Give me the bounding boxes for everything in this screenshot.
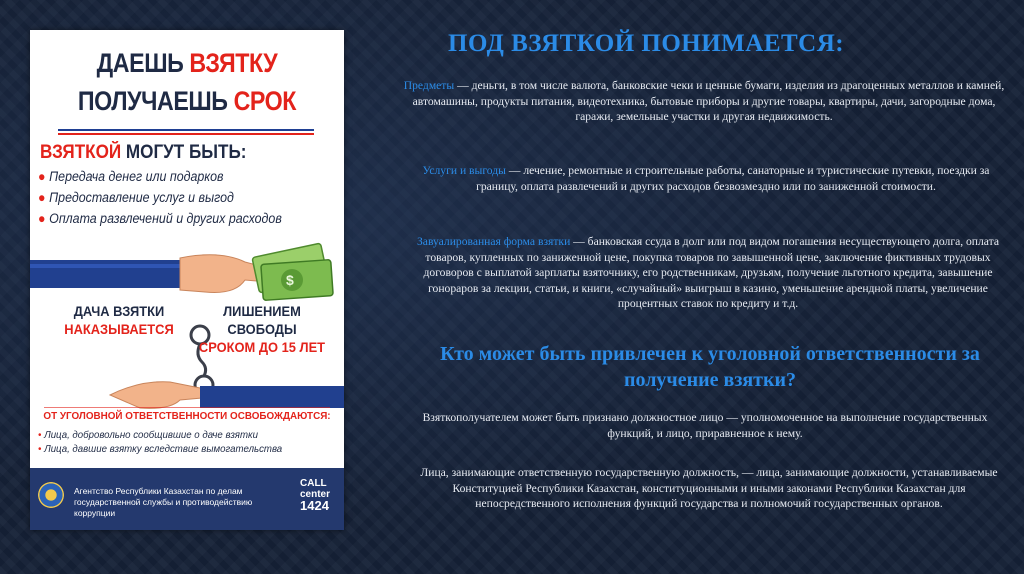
caption-line: ЛИШЕНИЕМ СВОБОДЫ <box>223 303 301 337</box>
bullet-icon: ● <box>38 190 46 205</box>
paragraph-services <box>408 163 1004 194</box>
paragraph-veiled-form <box>410 234 1006 312</box>
poster-footer <box>30 468 344 530</box>
list-item <box>38 166 282 187</box>
list-item-text: Оплата развлечений и других расходов <box>49 211 282 226</box>
sleeve-icon <box>200 386 344 408</box>
list-item <box>38 428 282 442</box>
headline-accent: СРОК <box>233 86 297 116</box>
caption-line: СРОКОМ ДО 15 ЛЕТ <box>198 339 326 355</box>
caption-bribe-giving <box>59 302 179 338</box>
bullet-icon: ● <box>38 211 46 226</box>
call-label: CALL <box>300 478 327 489</box>
term-highlight: Предметы <box>403 79 455 92</box>
paragraph-text: — банковская ссуда в долг или под видом погашения несуществующего долга, оплата товаров, купленных по заниженной цене, покупка товаров по завышенной цене, заключение фиктивных трудовых договоров с выплатой зарплаты взяточнику, его родственникам, друзьям, получение льготного кредита, завышение гонораров за лекции, статьи, и книги, «случайный» выигрыш в казино, уменьшение арендной платы, увеличение процентных ставок по кредиту и т.д. <box>423 235 999 310</box>
headline-text: ДАЕШЬ <box>96 48 190 78</box>
list-item <box>38 442 282 456</box>
call-center-number: 1424 <box>300 498 329 513</box>
section-subtitle: Кто может быть привлечен к уголовной ответственности за получение взятки? <box>440 343 980 391</box>
poster-headline-line2 <box>52 86 322 117</box>
paragraph-text: — лечение, ремонтные и строительные работы, санаторные и туристические путевки, поездки за границу, оплата развлечений и других расходов безвозмездно или по заниженной стоимости. <box>476 164 990 193</box>
poster-subheading <box>40 142 246 164</box>
subheading-text: МОГУТ БЫТЬ: <box>121 142 247 163</box>
divider-red-thin <box>44 407 330 408</box>
bullet-icon: ● <box>38 169 46 184</box>
list-item-text: Предоставление услуг и выгод <box>49 190 234 205</box>
bribe-forms-list <box>38 166 303 229</box>
paragraph-bribe-taker: Взяткополучателем может быть признано должностное лицо — уполномоченное на выполнение государственных функций, и лицо, приравненное к нему. <box>422 411 988 440</box>
receiving-hand-icon <box>110 382 205 409</box>
headline-accent: ВЗЯТКУ <box>189 48 278 78</box>
list-item-text: Передача денег или подарков <box>49 169 224 184</box>
bullet-icon: • <box>38 429 45 441</box>
headline-text: ПОЛУЧАЕШЬ <box>77 86 234 116</box>
call-label: center <box>300 489 331 500</box>
poster-headline-line1 <box>52 48 322 79</box>
list-item <box>38 208 282 229</box>
bullet-icon: • <box>38 443 45 455</box>
paragraph-officials: Лица, занимающие ответственную государственную должность, — лица, занимающие должности, устанавливаемые Конституцией Республики Казахстан, конституционными и иными законами Республики Казахстан для непосредственного исполнения функций государства и полномочий государственных органов. <box>420 466 998 510</box>
paragraph-text: — деньги, в том числе валюта, банковские чеки и ценные бумаги, изделия из драгоценных металлов и камней, автомашины, продукты питания, видеотехника, бытовые приборы и другие товары, квартиры, дачи, загородные дома, гаражи, земельные участки и другая недвижимость. <box>412 79 1005 123</box>
list-item <box>38 187 282 208</box>
call-center <box>300 478 330 511</box>
term-highlight: Услуги и выгоды <box>422 164 506 177</box>
exemption-list <box>38 428 303 456</box>
agency-name: Агентство Республики Казахстан по делам государственной службы и противодействию коррупции <box>74 486 253 518</box>
paragraph-items <box>402 78 1006 125</box>
svg-text:$: $ <box>286 272 294 288</box>
anti-bribery-poster <box>30 30 344 530</box>
divider-blue <box>58 129 314 131</box>
list-item-text: Лица, давшие взятку вследствие вымогательства <box>44 443 283 455</box>
divider-red <box>58 133 314 135</box>
page-title: ПОД ВЗЯТКОЙ ПОНИМАЕТСЯ: <box>448 30 845 57</box>
caption-line: ДАЧА ВЗЯТКИ <box>73 303 165 319</box>
money-icon <box>252 243 333 300</box>
caption-line: НАКАЗЫВАЕТСЯ <box>64 321 174 337</box>
subheading-accent: ВЗЯТКОЙ <box>40 142 122 163</box>
agency-emblem-icon <box>38 482 64 508</box>
list-item-text: Лица, добровольно сообщившие о даче взятки <box>44 429 258 441</box>
term-highlight: Завуалированная форма взятки <box>416 235 571 248</box>
caption-punishment <box>198 302 327 356</box>
exemption-title: ОТ УГОЛОВНОЙ ОТВЕТСТВЕННОСТИ ОСВОБОЖДАЮТСЯ: <box>43 410 331 422</box>
